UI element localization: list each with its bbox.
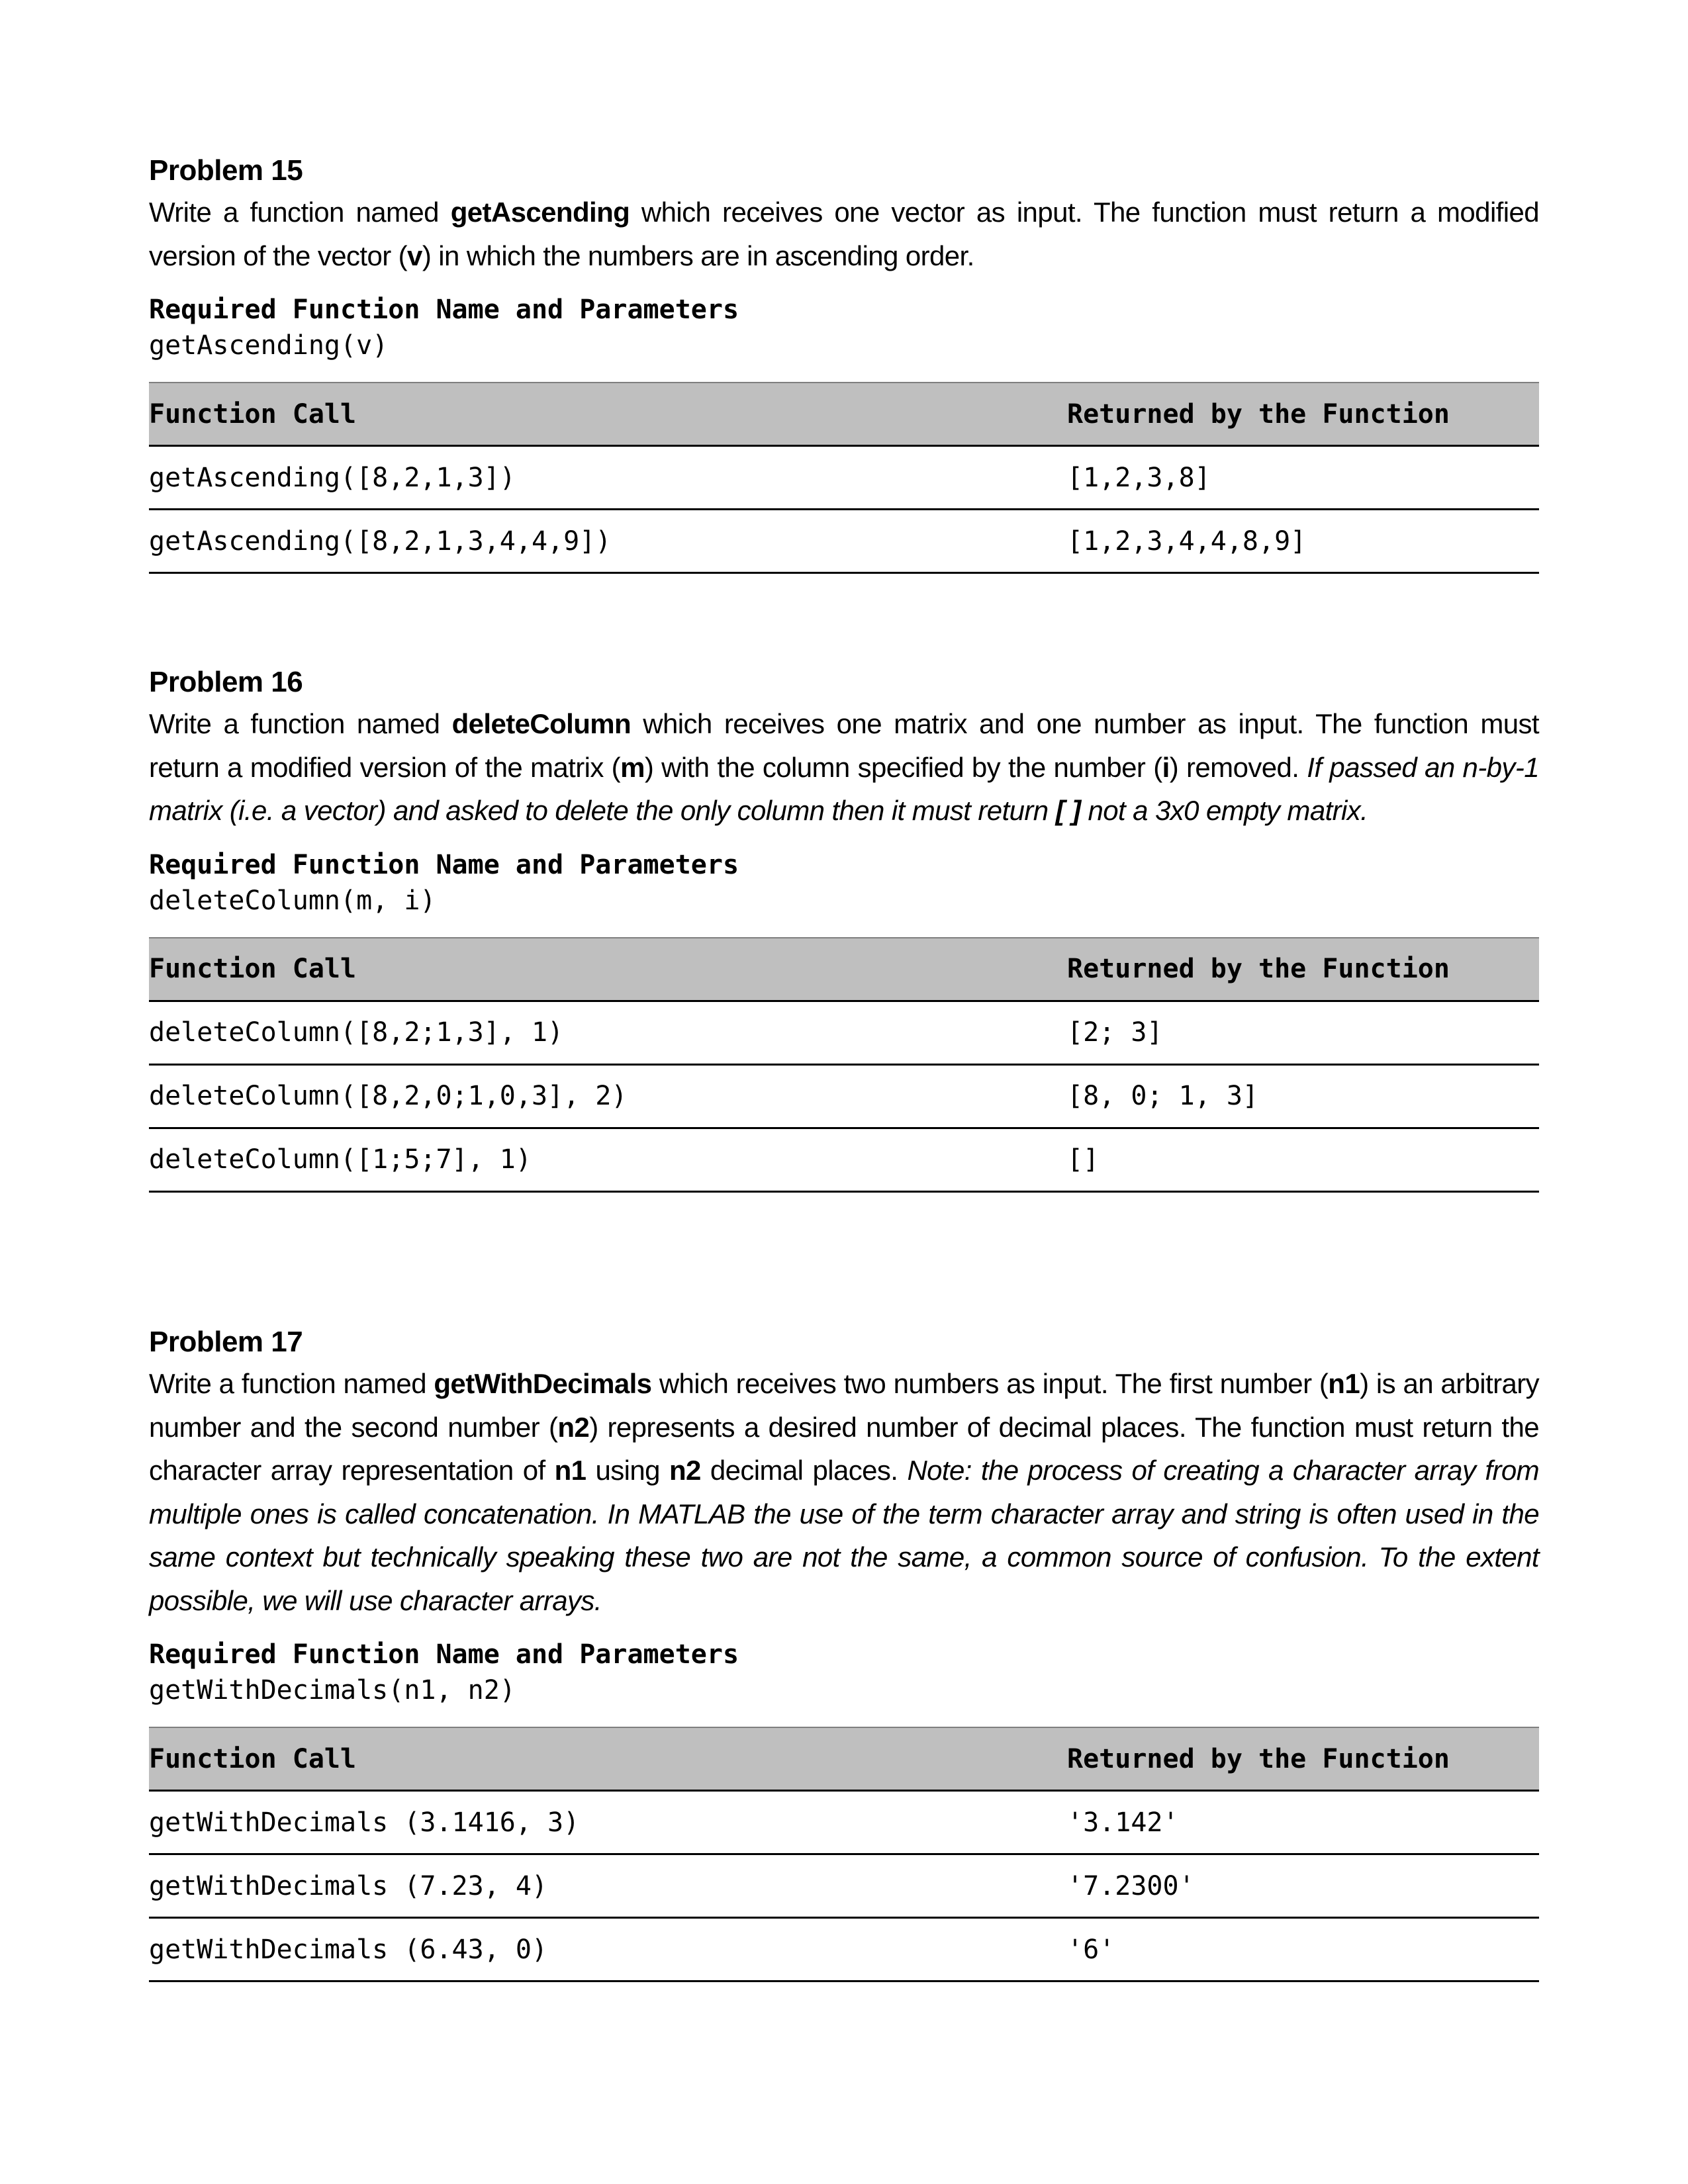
problem-description: Write a function named deleteColumn which receives one matrix and one number as input. The function must return a modified version of the matrix (m) with the column specified by the number (i) removed. If passed an n-by-1 matrix (i.e. a vector) and asked to delete the only column then it must return [ ] not a 3x0 empty matrix. [149, 708, 1539, 826]
returned-cell: '7.2300' [1067, 1854, 1539, 1918]
returned-cell: '6' [1067, 1918, 1539, 1981]
table-row [149, 1128, 1539, 1191]
call-cell: getWithDecimals (3.1416, 3) [149, 1791, 1067, 1854]
problem-title: Problem 17 [149, 1326, 303, 1358]
returned-cell: [1,2,3,4,4,8,9] [1067, 510, 1539, 573]
header-returned: Returned by the Function [1067, 383, 1539, 446]
returned-cell: [1,2,3,8] [1067, 446, 1539, 510]
required-label: Required Function Name and Parameters [149, 849, 739, 880]
call-cell: getWithDecimals (7.23, 4) [149, 1854, 1067, 1918]
required-label: Required Function Name and Parameters [149, 1639, 739, 1670]
returned-cell: [8, 0; 1, 3] [1067, 1064, 1539, 1128]
problem-17 [149, 1322, 1539, 1982]
table-row [149, 1001, 1539, 1064]
call-cell: getWithDecimals (6.43, 0) [149, 1918, 1067, 1981]
problem-title: Problem 15 [149, 154, 303, 187]
call-cell: deleteColumn([1;5;7], 1) [149, 1128, 1067, 1191]
call-cell: deleteColumn([8,2,0;1,0,3], 2) [149, 1064, 1067, 1128]
examples-table [149, 1727, 1539, 1982]
call-cell: deleteColumn([8,2;1,3], 1) [149, 1001, 1067, 1064]
header-returned: Returned by the Function [1067, 1727, 1539, 1791]
header-function-call: Function Call [149, 1727, 1067, 1791]
required-label: Required Function Name and Parameters [149, 295, 739, 325]
returned-cell: [] [1067, 1128, 1539, 1191]
problem-description: Write a function named getWithDecimals which receives two numbers as input. The first number (n1) is an arbitrary number and the second number (n2) represents a desired number of decimal places. The function must return the character array representation of n1 using n2 decimal places. Note: the process of creating a character array from multiple ones is called concatenation. In MATLAB the use of the term character array and string is often used in the same context but technically speaking these two are not the same, a common source of confusion. To the extent possible, we will use character arrays. [149, 1368, 1540, 1616]
problem-title: Problem 16 [149, 666, 303, 698]
header-function-call: Function Call [149, 383, 1067, 446]
table-row [149, 446, 1539, 510]
header-function-call: Function Call [149, 938, 1067, 1001]
call-cell: getAscending([8,2,1,3]) [149, 446, 1067, 510]
problem-15 [149, 151, 1539, 574]
table-row [149, 1854, 1539, 1918]
table-row [149, 1918, 1539, 1981]
function-signature: deleteColumn(m, i) [149, 885, 436, 916]
examples-table [149, 937, 1539, 1193]
examples-table [149, 382, 1539, 574]
function-signature: getWithDecimals(n1, n2) [149, 1675, 516, 1706]
call-cell: getAscending([8,2,1,3,4,4,9]) [149, 510, 1067, 573]
function-signature: getAscending(v) [149, 330, 389, 361]
returned-cell: '3.142' [1067, 1791, 1539, 1854]
table-row [149, 1791, 1539, 1854]
table-row [149, 510, 1539, 573]
returned-cell: [2; 3] [1067, 1001, 1539, 1064]
problem-description: Write a function named getAscending which receives one vector as input. The function must return a modified version of the vector (v) in which the numbers are in ascending order. [149, 197, 1539, 271]
table-row [149, 1064, 1539, 1128]
problem-16 [149, 662, 1539, 1193]
header-returned: Returned by the Function [1067, 938, 1539, 1001]
